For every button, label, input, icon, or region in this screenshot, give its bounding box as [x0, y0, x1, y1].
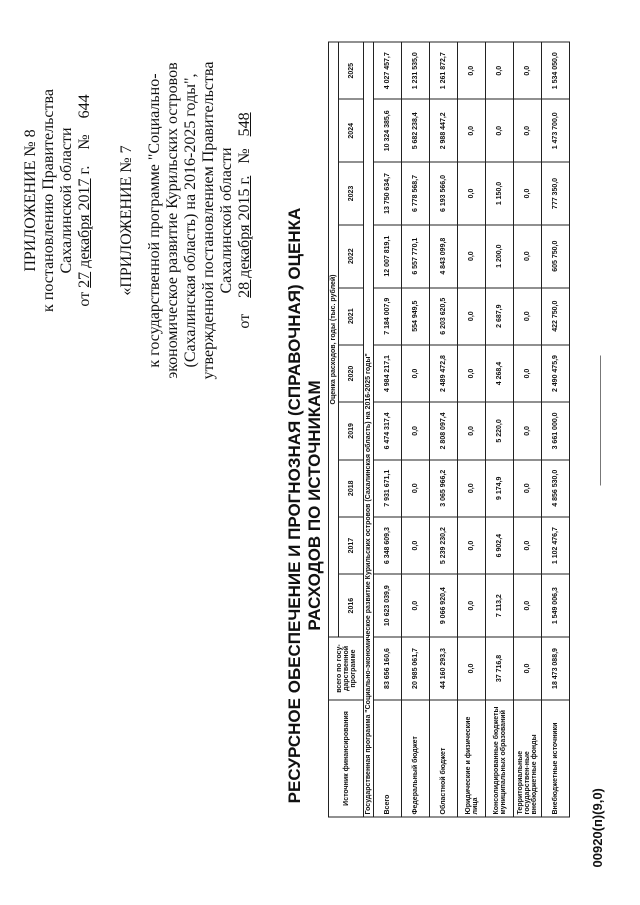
cell-value: 0,0 — [458, 162, 486, 225]
table-row — [514, 42, 542, 817]
cell-value: 0,0 — [514, 574, 542, 637]
number-label: № — [236, 147, 253, 164]
cell-value: 5 239 230,2 — [430, 516, 458, 573]
appendix-7-title: «ПРИЛОЖЕНИЕ № 7 — [118, 144, 135, 296]
table-row — [486, 42, 514, 817]
appendix-8-line1: к постановлению Правительства — [40, 88, 57, 312]
cell-value: 12 007 819,1 — [374, 224, 402, 287]
cell-value: 0,0 — [514, 42, 542, 99]
cell-value: 0,0 — [458, 516, 486, 573]
table-row — [402, 42, 430, 817]
cell-value: 0,0 — [514, 224, 542, 287]
appendix-7-line5: Сахалинской области — [218, 146, 235, 294]
table-row — [542, 42, 570, 817]
row-label: Консолидированные бюджеты муниципальных образований — [486, 700, 514, 817]
appendix-7-line3: (Сахалинская область) на 2016-2025 годы", — [182, 73, 199, 367]
cell-value: 2 490 475,9 — [542, 344, 570, 401]
header-year: 2020 — [339, 344, 364, 401]
date-day: 27 — [76, 271, 93, 288]
cell-value: 2 808 097,4 — [430, 402, 458, 459]
appendix-7-line4: утвержденной постановлением Правительства — [200, 61, 217, 379]
cell-value: 9 066 920,4 — [430, 574, 458, 637]
cell-value: 37 716,8 — [486, 637, 514, 700]
header-year: 2024 — [339, 99, 364, 162]
cell-value: 0,0 — [514, 344, 542, 401]
cell-value: 0,0 — [458, 287, 486, 344]
cell-value: 1 150,0 — [486, 162, 514, 225]
appendix-8-title: ПРИЛОЖЕНИЕ № 8 — [22, 128, 39, 272]
header-year: 2023 — [339, 162, 364, 225]
cell-value: 5 682 238,4 — [402, 99, 430, 162]
appendix-8-block — [22, 60, 94, 340]
cell-value: 0,0 — [514, 637, 542, 700]
header-year: 2018 — [339, 459, 364, 516]
cell-value: 4 856 530,0 — [542, 459, 570, 516]
cell-value: 6 193 566,0 — [430, 162, 458, 225]
appendix-7-block — [118, 40, 254, 400]
cell-value: 5 220,0 — [486, 402, 514, 459]
cell-value: 0,0 — [458, 99, 486, 162]
row-label: Внебюджетные источники — [542, 700, 570, 817]
cell-value: 0,0 — [458, 574, 486, 637]
cell-value: 4 984 217,1 — [374, 344, 402, 401]
cell-value: 6 474 317,4 — [374, 402, 402, 459]
cell-value: 0,0 — [458, 459, 486, 516]
cell-value: 10 324 385,6 — [374, 99, 402, 162]
date-suffix: г. — [76, 165, 93, 174]
number-label: № — [76, 133, 93, 150]
cell-value: 0,0 — [514, 287, 542, 344]
header-year: 2022 — [339, 224, 364, 287]
header-year: 2021 — [339, 287, 364, 344]
cell-value: 1 473 700,0 — [542, 99, 570, 162]
cell-value: 4 027 457,7 — [374, 42, 402, 99]
table-header-row — [329, 42, 339, 817]
separator-line — [600, 355, 601, 485]
date-value: 28 декабря 2015 г. — [236, 175, 253, 298]
appendix-8-date-line — [76, 60, 94, 340]
cell-value: 7 113,2 — [486, 574, 514, 637]
appendix-7-line2: экономическое развитие Курильских островов — [164, 61, 181, 379]
row-label: Юридические и физические лица — [458, 700, 486, 817]
cell-value: 4 843 099,8 — [430, 224, 458, 287]
cell-value: 20 985 061,7 — [402, 637, 430, 700]
cell-value: 6 348 609,3 — [374, 516, 402, 573]
cell-value: 6 557 770,1 — [402, 224, 430, 287]
cell-value: 9 174,9 — [486, 459, 514, 516]
appendix-7-line1: к государственной программе "Социально- — [146, 72, 163, 368]
cell-value: 605 750,0 — [542, 224, 570, 287]
cell-value: 777 350,0 — [542, 162, 570, 225]
row-label: Всего — [374, 700, 402, 817]
cell-value: 1 549 006,3 — [542, 574, 570, 637]
header-year: 2016 — [339, 574, 364, 637]
cell-value: 83 656 160,6 — [374, 637, 402, 700]
table-row — [430, 42, 458, 817]
appendix-7-date-line — [236, 40, 254, 400]
cell-value: 1 261 872,7 — [430, 42, 458, 99]
header-year: 2019 — [339, 402, 364, 459]
cell-value: 0,0 — [458, 224, 486, 287]
cell-value: 0,0 — [402, 402, 430, 459]
header-year: 2025 — [339, 42, 364, 99]
cell-value: 0,0 — [486, 42, 514, 99]
cell-value: 4 268,4 — [486, 344, 514, 401]
appendix-8-line2: Сахалинской области — [58, 126, 75, 274]
header-total: всего по госу-дарственной программе — [329, 637, 364, 700]
number-value: 548 — [236, 111, 253, 136]
footer-code: 00920(п)(9,0) — [590, 787, 605, 867]
cell-value: 1 102 476,7 — [542, 516, 570, 573]
number-value: 644 — [76, 93, 93, 118]
header-year: 2017 — [339, 516, 364, 573]
row-label: Областной бюджет — [430, 700, 458, 817]
cell-value: 7 184 007,9 — [374, 287, 402, 344]
cell-value: 2 988 447,2 — [430, 99, 458, 162]
cell-value: 6 203 620,5 — [430, 287, 458, 344]
program-name: Государственная программа "Социально-экономическое развитие Курильских островов (Сахалинская область) на 2016-2025 годы" — [364, 42, 374, 817]
cell-value: 6 902,4 — [486, 516, 514, 573]
cell-value: 2 687,9 — [486, 287, 514, 344]
cell-value: 0,0 — [514, 459, 542, 516]
cell-value: 0,0 — [458, 344, 486, 401]
cell-value: 10 623 039,9 — [374, 574, 402, 637]
program-row — [364, 42, 374, 817]
cell-value: 44 160 293,3 — [430, 637, 458, 700]
cell-value: 554 949,5 — [402, 287, 430, 344]
cell-value: 0,0 — [486, 99, 514, 162]
cell-value: 0,0 — [514, 162, 542, 225]
cell-value: 3 661 000,0 — [542, 402, 570, 459]
cell-value: 0,0 — [402, 459, 430, 516]
cell-value: 0,0 — [402, 574, 430, 637]
cell-value: 18 473 088,9 — [542, 637, 570, 700]
document-title: РЕСУРСНОЕ ОБЕСПЕЧЕНИЕ И ПРОГНОЗНАЯ (СПРАВОЧНАЯ) ОЦЕНКА РАСХОДОВ ПО ИСТОЧНИКАМ — [285, 207, 324, 803]
cell-value: 1 231 535,0 — [402, 42, 430, 99]
cell-value: 2 489 472,8 — [430, 344, 458, 401]
cell-value: 3 065 966,2 — [430, 459, 458, 516]
date-month-year: декабря 2017 — [76, 177, 93, 268]
row-label: Территориальные государствен-ные внебюджетные фонды — [514, 700, 542, 817]
row-label: Федеральный бюджет — [402, 700, 430, 817]
cell-value: 1 534 050,0 — [542, 42, 570, 99]
resource-table — [328, 41, 570, 817]
cell-value: 422 750,0 — [542, 287, 570, 344]
cell-value: 0,0 — [514, 99, 542, 162]
cell-value: 0,0 — [458, 42, 486, 99]
date-prefix: от — [236, 313, 253, 329]
cell-value: 0,0 — [514, 516, 542, 573]
table-row — [374, 42, 402, 817]
cell-value: 7 931 671,1 — [374, 459, 402, 516]
cell-value: 13 750 634,7 — [374, 162, 402, 225]
cell-value: 0,0 — [402, 344, 430, 401]
cell-value: 0,0 — [402, 516, 430, 573]
header-source: Источник финансирования — [329, 700, 364, 817]
table-row — [458, 42, 486, 817]
date-prefix: от — [76, 291, 93, 307]
cell-value: 0,0 — [514, 402, 542, 459]
cell-value: 6 778 568,7 — [402, 162, 430, 225]
header-group: Оценка расходов, годы (тыс. рублей) — [329, 42, 339, 637]
cell-value: 0,0 — [458, 637, 486, 700]
cell-value: 0,0 — [458, 402, 486, 459]
cell-value: 1 200,0 — [486, 224, 514, 287]
